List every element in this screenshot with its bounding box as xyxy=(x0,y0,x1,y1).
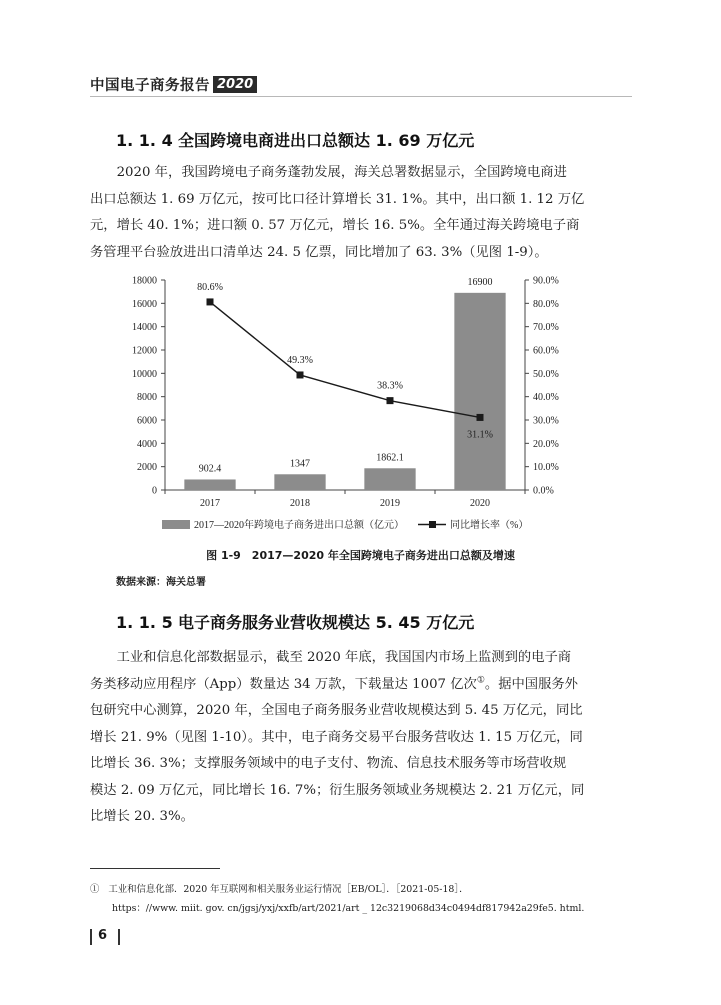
y2-tick-label: 30.0% xyxy=(533,415,559,427)
page-number-bar-left xyxy=(90,929,92,945)
growth-point xyxy=(477,414,484,421)
growth-data-label: 31.1% xyxy=(467,429,493,441)
section-number: 1. 1. 5 xyxy=(116,613,173,632)
header-year: 2020 xyxy=(213,76,257,93)
section-title: 电子商务服务业营收规模达 5. 45 万亿元 xyxy=(178,613,475,632)
legend-bar-label: 2017—2020年跨境电子商务进出口总额（亿元） xyxy=(194,520,404,531)
footnote-line-1: ① 工业和信息化部．2020 年互联网和相关服务业运行情况［EB/OL］．［2021-05-18］． xyxy=(90,884,469,895)
y-tick-label: 10000 xyxy=(132,368,157,380)
bar xyxy=(274,474,325,490)
section-heading-1-1-5 xyxy=(116,610,474,633)
y2-tick-label: 0.0% xyxy=(533,485,554,497)
growth-data-label: 38.3% xyxy=(377,380,403,392)
running-header xyxy=(90,74,257,95)
paragraph-line: 出口总额达 1. 69 万亿元，按可比口径计算增长 31. 1%。其中，出口额 1. 12 万亿 xyxy=(90,191,585,207)
paragraph-line: 务类移动应用程序（App）数量达 34 万款，下载量达 1007 亿次①。据中国服务外 xyxy=(90,675,578,692)
paragraph-line: 2020 年，我国跨境电子商务蓬勃发展，海关总署数据显示，全国跨境电商进 xyxy=(116,165,567,180)
y2-tick-label: 90.0% xyxy=(533,275,559,287)
page-number: 6 xyxy=(98,928,108,943)
paragraph-line: 工业和信息化部数据显示，截至 2020 年底，我国国内市场上监测到的电子商 xyxy=(116,650,572,665)
y-tick-label: 18000 xyxy=(132,275,157,287)
growth-data-label: 80.6% xyxy=(197,281,223,293)
footnote-rule xyxy=(90,868,220,869)
legend-line-label: 同比增长率（%） xyxy=(450,520,529,531)
x-tick-label: 2018 xyxy=(290,498,310,509)
x-tick-label: 2019 xyxy=(380,498,400,509)
y-tick-label: 16000 xyxy=(132,298,157,310)
paragraph-line: 元，增长 40. 1%；进口额 0. 57 万亿元，增长 16. 5%。全年通过海关跨境电子商 xyxy=(90,218,580,233)
bar xyxy=(454,293,505,490)
y-tick-label: 2000 xyxy=(137,462,157,474)
data-source: 数据来源：海关总署 xyxy=(116,577,206,588)
bar-data-label: 1862.1 xyxy=(376,452,404,464)
y2-tick-label: 80.0% xyxy=(533,298,559,310)
y-tick-label: 14000 xyxy=(132,322,157,334)
header-rule xyxy=(90,96,632,97)
y2-tick-label: 50.0% xyxy=(533,368,559,380)
growth-data-label: 49.3% xyxy=(287,354,313,366)
footnote-url[interactable]: https：//www. miit. gov. cn/jgsj/yxj/xxfb/art/2021/art _ 12c3219068d34c0494df817942a29fe5. html. xyxy=(112,903,585,914)
paragraph-line: 比增长 36. 3%；支撑服务领域中的电子支付、物流、信息技术服务等市场营收规 xyxy=(90,756,567,771)
growth-point xyxy=(297,371,304,378)
paragraph-cross-border xyxy=(90,160,632,266)
bar-data-label: 1347 xyxy=(290,458,310,470)
y-tick-label: 6000 xyxy=(137,415,157,427)
x-tick-label: 2017 xyxy=(200,498,220,509)
footnote xyxy=(90,880,650,918)
section-number: 1. 1. 4 xyxy=(116,131,173,150)
paragraph-line: 增长 21. 9%（见图 1-10）。其中，电子商务交易平台服务营收达 1. 15 万亿元，同 xyxy=(90,729,583,745)
y2-tick-label: 40.0% xyxy=(533,392,559,404)
growth-point xyxy=(387,397,394,404)
y2-tick-label: 60.0% xyxy=(533,345,559,357)
y-tick-label: 4000 xyxy=(137,438,157,450)
x-tick-label: 2020 xyxy=(470,498,490,509)
figure-1-9-chart xyxy=(100,268,580,533)
y2-tick-label: 10.0% xyxy=(533,462,559,474)
legend-line-marker xyxy=(429,521,436,528)
growth-point xyxy=(207,298,214,305)
section-title: 全国跨境电商进出口总额达 1. 69 万亿元 xyxy=(178,131,475,150)
header-title: 中国电子商务报告 xyxy=(90,78,210,94)
bar-data-label: 16900 xyxy=(467,276,493,288)
paragraph-line: 比增长 20. 3%。 xyxy=(90,809,194,824)
bar-data-label: 902.4 xyxy=(198,463,222,475)
paragraph-line: 务管理平台验放进出口清单达 24. 5 亿票，同比增加了 63. 3%（见图 1-9）。 xyxy=(90,244,548,260)
growth-line xyxy=(210,302,480,418)
y2-tick-label: 70.0% xyxy=(533,322,559,334)
figure-caption: 图 1-9 2017—2020 年全国跨境电子商务进出口总额及增速 xyxy=(206,549,515,562)
section-heading-1-1-4 xyxy=(116,128,474,151)
paragraph-ecommerce-services xyxy=(90,645,632,831)
paragraph-line: 模达 2. 09 万亿元，同比增长 16. 7%；衍生服务领域业务规模达 2. 21 万亿元，同 xyxy=(90,782,585,798)
paragraph-line: 包研究中心测算，2020 年，全国电子商务服务业营收规模达到 5. 45 万亿元，同比 xyxy=(90,703,583,718)
y-tick-label: 12000 xyxy=(132,345,157,357)
y-tick-label: 8000 xyxy=(137,392,157,404)
bar xyxy=(364,468,415,490)
y-tick-label: 0 xyxy=(152,485,157,497)
footnote-reference[interactable]: ① xyxy=(476,675,485,686)
page-number-bar-right xyxy=(118,929,120,945)
y2-tick-label: 20.0% xyxy=(533,438,559,450)
legend-bar-swatch xyxy=(162,520,190,529)
bar xyxy=(184,479,235,490)
